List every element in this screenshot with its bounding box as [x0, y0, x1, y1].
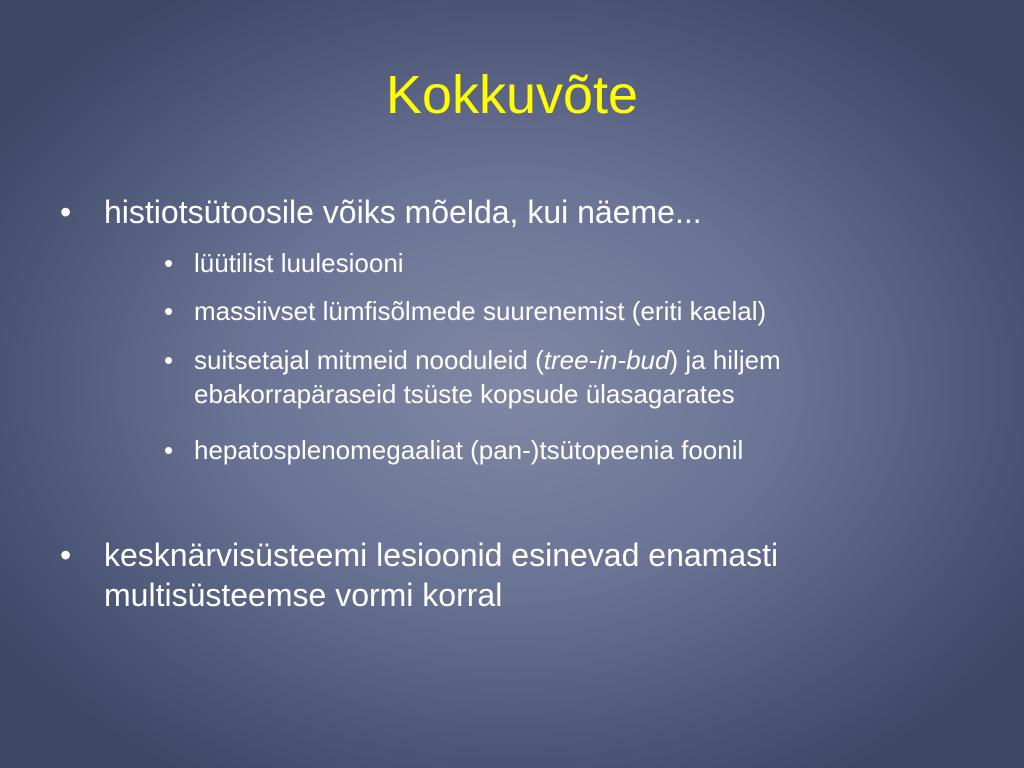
bullet-text: kesknärvisüsteemi lesioonid esinevad enamasti multisüsteemse vormi korral — [104, 537, 779, 613]
sub-bullet-marker: • — [164, 435, 174, 465]
sub-bullet-marker: • — [164, 345, 174, 375]
sub-bullet-text: massiivset lümfisõlmede suurenemist (eriti kaelal) — [194, 296, 767, 326]
sub-bullet-text-part: suitsetajal mitmeid nooduleid ( — [194, 345, 544, 375]
sub-bullet-item — [160, 433, 980, 467]
bullet-item — [56, 192, 976, 232]
sub-bullet-marker: • — [164, 296, 174, 326]
sub-bullet-item — [160, 246, 980, 280]
sub-bullet-italic-term: tree-in-bud — [543, 345, 670, 375]
sub-bullet-text-part: ) ja hiljem ebakorrapäraseid tsüste kopsude ülasagarates — [194, 345, 781, 409]
sub-bullet-item — [160, 343, 980, 411]
bullet-text: histiotsütoosile võiks mõelda, kui näeme... — [104, 194, 702, 230]
sub-bullet-item — [160, 294, 980, 328]
sub-bullet-marker: • — [164, 248, 174, 278]
bullet-marker: • — [60, 537, 72, 573]
sub-bullet-text: hepatosplenomegaaliat (pan-)tsütopeenia foonil — [194, 435, 744, 465]
bullet-marker: • — [60, 194, 72, 230]
bullet-item — [56, 535, 976, 615]
sub-bullet-text: lüütilist luulesiooni — [194, 248, 404, 278]
sub-bullet-text — [194, 343, 980, 411]
slide-title: Kokkuvõte — [385, 65, 639, 125]
